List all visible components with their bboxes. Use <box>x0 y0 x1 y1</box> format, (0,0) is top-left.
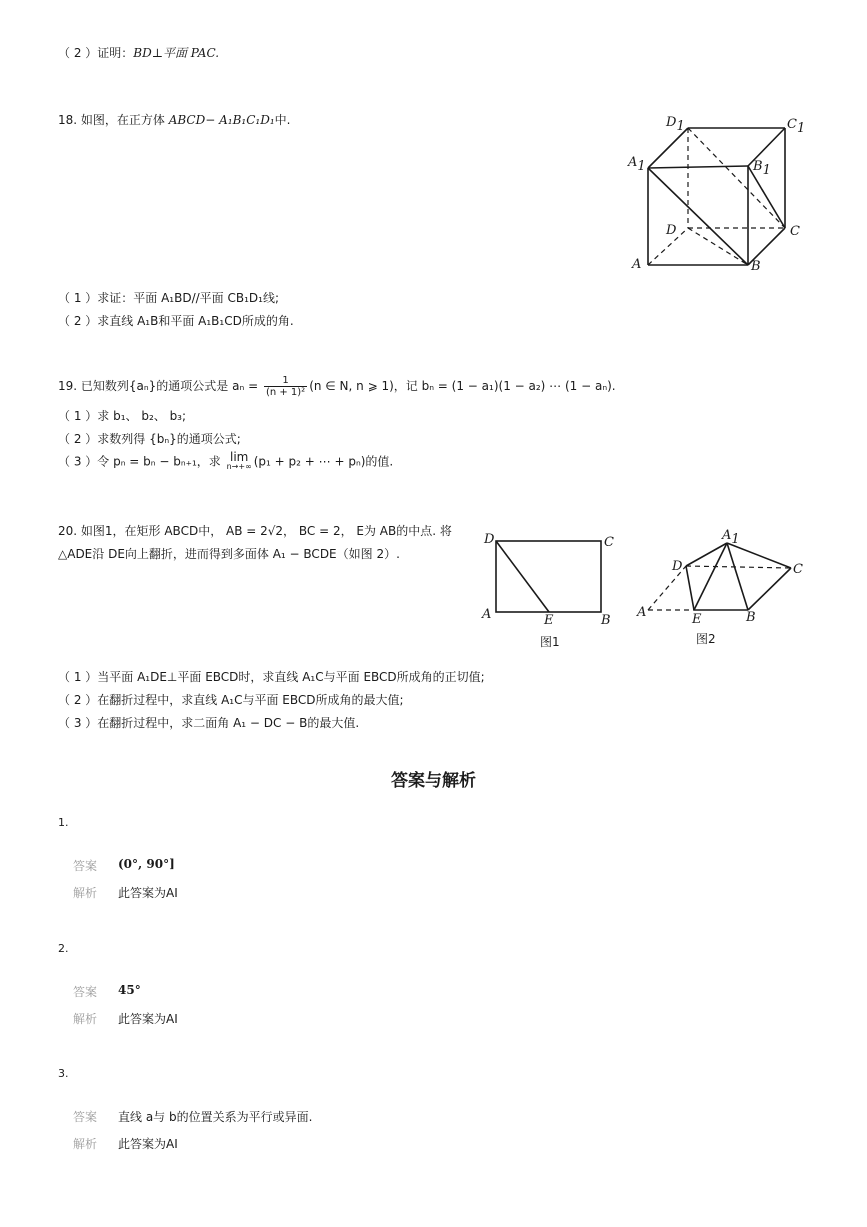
fig1-label-D: D <box>484 532 495 547</box>
fig2-label-B: B <box>746 610 756 625</box>
cube-hidden-diagonal <box>688 228 748 265</box>
q19-part2: （ 2 ）求数列得 {bₙ}的通项公式; <box>58 432 241 446</box>
answer-label: 答案 <box>73 1110 98 1124</box>
fig1-label-C: C <box>604 535 614 550</box>
q19-stem <box>58 375 616 398</box>
q20-part3: （ 3 ）在翻折过程中，求二面角 A₁ − DC − B的最大值. <box>58 716 360 730</box>
cube-edge <box>648 166 748 168</box>
answer-number: 2. <box>58 942 69 955</box>
q18-stem-math: ABCD− A₁B₁C₁D₁ <box>168 113 275 127</box>
q19-part3-suffix: (p₁ + p₂ + ⋯ + pₙ)的值. <box>253 454 394 469</box>
analysis-label: 解析 <box>73 886 98 900</box>
segment-DE <box>496 541 549 612</box>
q17-part2-prefix: （ 2 ）证明： <box>58 46 134 60</box>
q20-stem-line2: △ADE沿 DE向上翻折，进而得到多面体 A₁ − BCDE（如图 2）. <box>58 547 400 561</box>
answer-value: (0°, 90°] <box>118 857 175 871</box>
q19-stem-suffix: (n ∈ N, n ⩾ 1)，记 bₙ = (1 − a₁)(1 − a₂) ⋯ (1 − aₙ). <box>309 379 616 393</box>
cube-figure <box>620 108 810 278</box>
q19-lim-word: lim <box>230 450 249 464</box>
edge-BC <box>748 568 791 610</box>
label-D1: D1 <box>666 115 685 134</box>
q18-part2: （ 2 ）求直线 A₁B和平面 A₁B₁CD所成的角. <box>58 314 294 328</box>
hidden-edge-DC <box>686 566 791 568</box>
q19-part3 <box>58 452 393 472</box>
cube-edge <box>648 128 688 168</box>
q20-part1: （ 1 ）当平面 A₁DE⊥平面 EBCD时，求直线 A₁C与平面 EBCD所成角的正切值; <box>58 670 485 684</box>
answer-number: 3. <box>58 1067 69 1080</box>
fig2-label-C: C <box>793 562 803 577</box>
q18-stem <box>58 111 290 129</box>
fig1-label-B: B <box>601 613 611 628</box>
q19-lim-sub: n→+∞ <box>226 462 252 471</box>
analysis-label: 解析 <box>73 1012 98 1026</box>
q20-part2: （ 2 ）在翻折过程中，求直线 A₁C与平面 EBCD所成角的最大值; <box>58 693 404 707</box>
q17-part2 <box>58 44 219 62</box>
label-A: A <box>632 257 642 272</box>
q17-part2-math: BD⊥平面 PAC. <box>133 46 220 60</box>
figure-1 <box>478 528 628 653</box>
answers-title: 答案与解析 <box>391 771 476 791</box>
fig2-label-D: D <box>672 559 683 574</box>
edge-A1B <box>727 543 748 610</box>
q19-frac-den: (n + 1)² <box>265 387 306 398</box>
rect-ABCD <box>496 541 601 612</box>
analysis-value: 此答案为AI <box>118 1137 178 1151</box>
fig2-label-A: A <box>637 605 647 620</box>
label-B: B <box>751 259 761 274</box>
q19-frac-num: 1 <box>264 375 307 387</box>
fig1-caption: 图1 <box>540 635 560 649</box>
q20-stem-line1: 20. 如图1，在矩形 ABCD中， AB = 2√2， BC = 2， E为 AB的中点. 将 <box>58 524 452 538</box>
answer-value: 45° <box>118 983 141 997</box>
q19-part1: （ 1 ）求 b₁、 b₂、 b₃; <box>58 409 187 423</box>
label-C1: C1 <box>787 117 806 136</box>
q18-part1: （ 1 ）求证：平面 A₁BD//平面 CB₁D₁线; <box>58 291 279 305</box>
fig1-label-E: E <box>544 613 554 628</box>
figure-2 <box>632 526 812 651</box>
q19-limit <box>227 452 252 472</box>
fig2-caption: 图2 <box>696 632 716 646</box>
answer-number: 1. <box>58 816 69 829</box>
q18-stem-prefix: 18. 如图，在正方体 <box>58 113 169 127</box>
analysis-value: 此答案为AI <box>118 1012 178 1026</box>
fig2-label-A1: A1 <box>722 528 740 547</box>
fig1-label-A: A <box>482 607 492 622</box>
label-A1: A1 <box>628 155 646 174</box>
q19-fraction <box>264 375 307 398</box>
label-D: D <box>666 223 677 238</box>
q18-stem-suffix: 中. <box>274 113 291 127</box>
answer-value: 直线 a与 b的位置关系为平行或异面. <box>118 1110 313 1124</box>
answer-label: 答案 <box>73 985 98 999</box>
label-B1: B1 <box>753 159 771 178</box>
answer-label: 答案 <box>73 859 98 873</box>
fig2-label-E: E <box>692 612 702 627</box>
q19-part3-prefix: （ 3 ）令 pₙ = bₙ − bₙ₊₁，求 <box>58 454 225 469</box>
label-C: C <box>790 224 800 239</box>
edge-DE <box>686 566 694 610</box>
analysis-value: 此答案为AI <box>118 886 178 900</box>
analysis-label: 解析 <box>73 1137 98 1151</box>
q19-stem-prefix: 19. 已知数列{aₙ}的通项公式是 aₙ = <box>58 379 262 393</box>
